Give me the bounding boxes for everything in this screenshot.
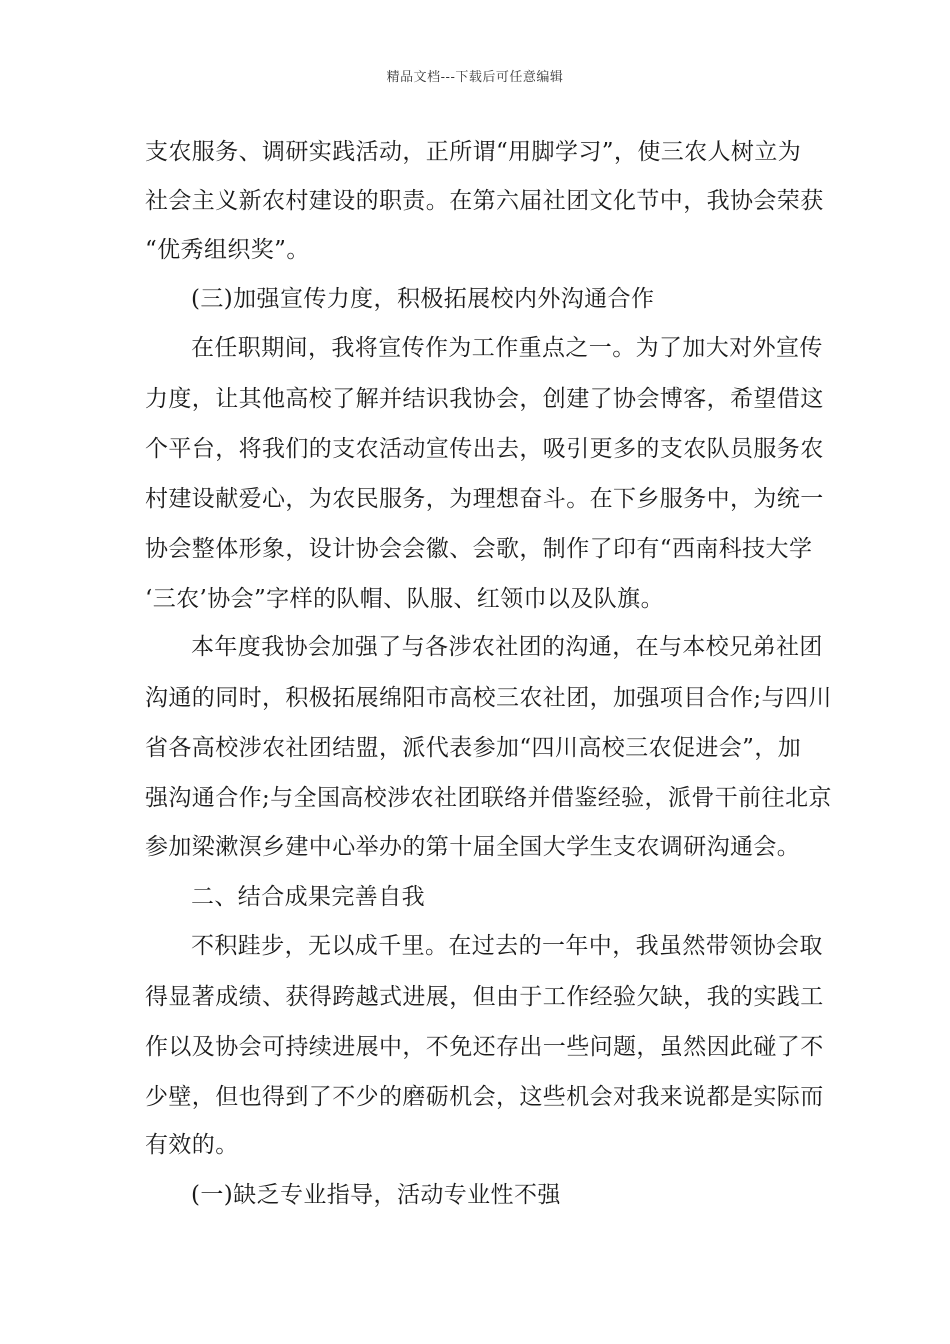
section-heading: 二、结合成果完善自我 [191,884,425,910]
paragraph-line: 支农服务、调研实践活动，正所谓“用脚学习”，使三农人树立为 [145,139,802,165]
paragraph-line: 省各高校涉农社团结盟，派代表参加“四川高校三农促进会”，加 [145,735,802,761]
paragraph-line: 力度，让其他高校了解并结识我协会，创建了协会博客，希望借这 [145,386,824,412]
page-header: 精品文档---下载后可任意编辑 [386,70,564,85]
paragraph-line: 个平台，将我们的支农活动宣传出去，吸引更多的支农队员服务农 [145,436,824,462]
paragraph-line: 少壁，但也得到了不少的磨砺机会，这些机会对我来说都是实际而 [145,1084,824,1110]
paragraph-line: 得显著成绩、获得跨越式进展，但由于工作经验欠缺，我的实践工 [145,984,824,1010]
paragraph-line: 强沟通合作;与全国高校涉农社团联络并借鉴经验，派骨干前往北京 [145,785,832,811]
paragraph-line: 作以及协会可持续进展中，不免还存出一些问题，虽然因此碰了不 [145,1034,824,1060]
paragraph-line: “优秀组织奖”。 [145,237,310,263]
paragraph-line: ‘三农’协会”字样的队帽、队服、红领巾以及队旗。 [145,586,664,612]
paragraph-line: 在任职期间，我将宣传作为工作重点之一。为了加大对外宣传 [191,335,823,361]
paragraph-line: 不积跬步，无以成千里。在过去的一年中，我虽然带领协会取 [191,933,823,959]
paragraph-line: 参加梁漱溟乡建中心举办的第十届全国大学生支农调研沟通会。 [145,834,801,860]
paragraph-line: 本年度我协会加强了与各涉农社团的沟通，在与本校兄弟社团 [191,634,823,660]
paragraph-line: 社会主义新农村建设的职责。在第六届社团文化节中，我协会荣获 [145,188,824,214]
paragraph-line: 有效的。 [145,1132,239,1158]
paragraph-line: 沟通的同时，积极拓展绵阳市高校三农社团，加强项目合作;与四川 [145,685,832,711]
section-heading: (一)缺乏专业指导，活动专业性不强 [191,1182,561,1208]
paragraph-line: 村建设献爱心，为农民服务，为理想奋斗。在下乡服务中，为统一 [145,486,824,512]
paragraph-line: 协会整体形象，设计协会会徽、会歌，制作了印有“西南科技大学 [145,536,813,562]
section-heading: (三)加强宣传力度，积极拓展校内外沟通合作 [191,286,655,312]
